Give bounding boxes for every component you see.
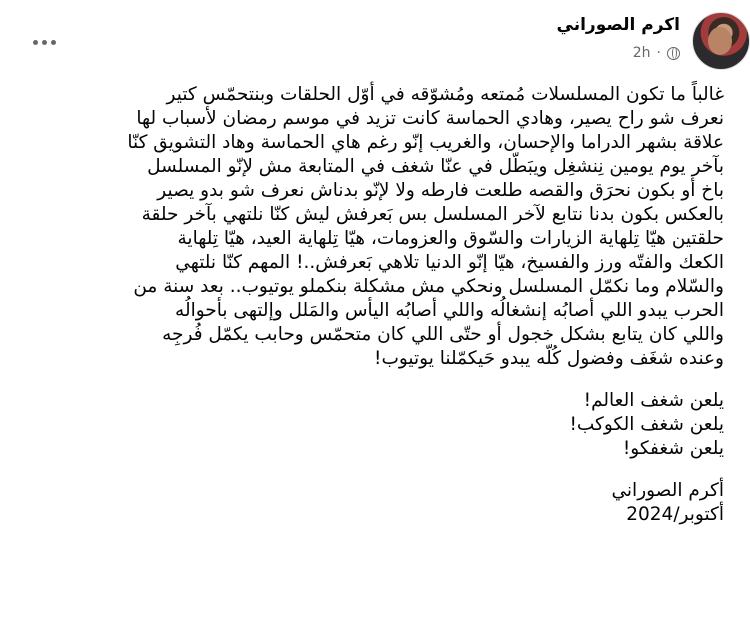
signature-name: أكرم الصوراني bbox=[611, 480, 724, 501]
more-options-icon bbox=[33, 40, 38, 45]
main-paragraph bbox=[22, 83, 724, 371]
paragraph-gap bbox=[22, 461, 724, 479]
closing-line: يلعن شغف العالم! bbox=[583, 390, 724, 411]
author-name[interactable]: اكرم الصوراني bbox=[556, 15, 680, 35]
post-line: بالعكس بكون بدنا نتابع لآخر المسلسل بس بَعرفش ليش كنّا نلتهي بآخر حلقة bbox=[141, 204, 724, 225]
post-line: غالباً ما تكون المسلسلات مُمتعه ومُشوّقه في أوّل الحلقات وبنتحمّس كتير bbox=[166, 84, 724, 105]
post-line: والسّلام وما نكمّل المسلسل ونحكي مش مشكلة بنكملو يوتيوب.. بعد سنة من bbox=[133, 276, 724, 297]
post-body bbox=[22, 83, 724, 527]
post-meta bbox=[633, 45, 680, 61]
more-options-icon bbox=[51, 40, 56, 45]
post-line: حلقتين هيّا تِلهاية الزيارات والسّوق والعزومات، هيّا تِلهاية العيد، هيّا تِلهاية bbox=[177, 228, 724, 249]
closing-line: يلعن شغفكو! bbox=[622, 438, 724, 459]
signature bbox=[22, 479, 724, 527]
paragraph-gap bbox=[22, 371, 724, 389]
post-timestamp[interactable]: 2h bbox=[632, 45, 651, 61]
post-line: وعنده شغَف وفضول كُلّه يبدو حَيكمّلنا يوتيوب! bbox=[374, 348, 724, 369]
post-line: نعرف شو راح يصير، وهادي الحماسة كانت تزيد في موسم رمضان لأسباب لها bbox=[136, 108, 724, 129]
post-line: علاقة بشهر الدراما والإحسان، والغريب إنّو رغم هاي الحماسة وهاد التشويق كنّا bbox=[127, 132, 724, 153]
post-line: واللي كان يتابع بشكل خجول أو حتّى اللي كان متحمّس وحابب يكمّل فُرجِه bbox=[162, 324, 724, 345]
post-line: الحرب يبدو اللي أصابُه إنشغالُه واللي أصابُه اليأس والمَلل وإلتهى بأحوالُه bbox=[175, 300, 724, 321]
post-line: الكعك والفتّه ورز والفسيخ، هيّا إنّو الدنيا تلاهي بَعرفش..! المهم كنّا نلتهي bbox=[175, 252, 724, 273]
post-line: باخ أو بكون نحرَق والقصه طلعت فارطه ولا لإنّو بدناش نعرف شو بدو يصير bbox=[157, 180, 724, 201]
closing-line: يلعن شغف الكوكب! bbox=[569, 414, 724, 435]
post-line: بآخر يوم يومين نِنشغِل ويبَطّل في عنّا شغف في المتابعة مش لإنّو المسلسل bbox=[147, 156, 724, 177]
more-options-button[interactable] bbox=[26, 32, 62, 52]
signature-date: أكتوبر/2024 bbox=[626, 504, 724, 525]
separator-dot: · bbox=[656, 45, 661, 61]
more-options-icon bbox=[42, 40, 47, 45]
closing-paragraph bbox=[22, 389, 724, 461]
post-header bbox=[0, 12, 750, 68]
globe-icon[interactable] bbox=[667, 47, 680, 60]
avatar-face bbox=[708, 27, 732, 55]
author-avatar[interactable] bbox=[692, 12, 750, 70]
